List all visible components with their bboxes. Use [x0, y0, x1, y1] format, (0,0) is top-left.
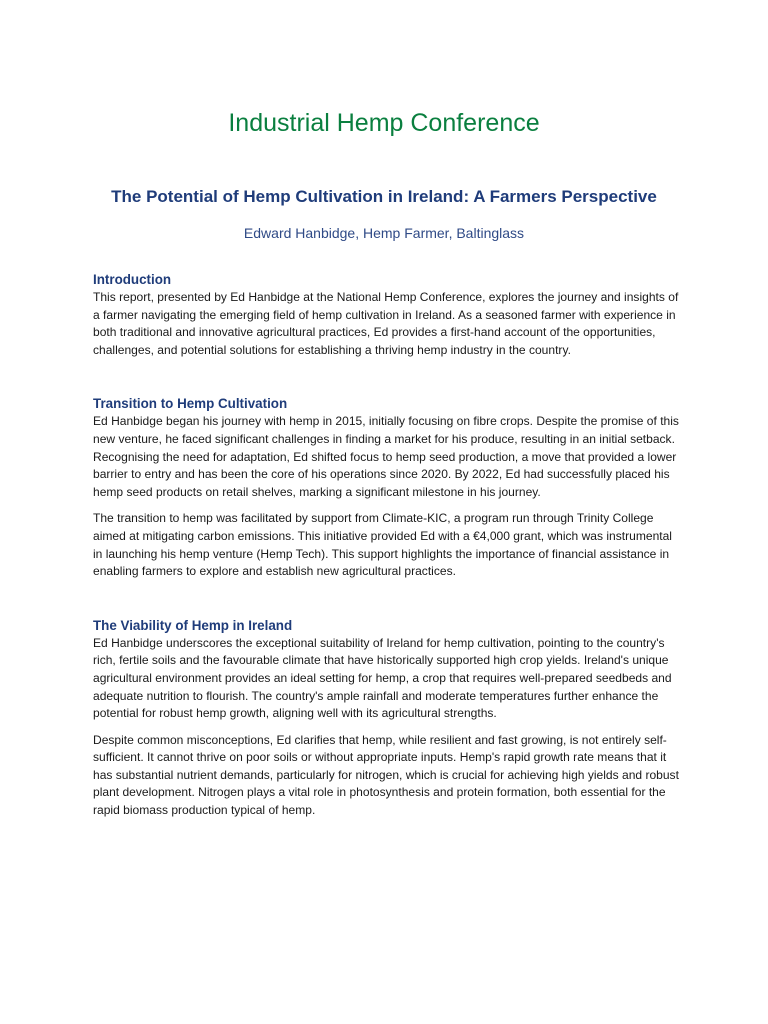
section-viability	[93, 617, 683, 820]
document-body	[93, 271, 683, 820]
section-transition	[93, 395, 683, 580]
paragraph: This report, presented by Ed Hanbidge at the National Hemp Conference, explores the journey and insights of a farmer navigating the emerging field of hemp cultivation in Ireland. As a seasoned farmer with experience in both traditional and innovative agricultural practices, Ed provides a first-hand account of the opportunities, challenges, and potential solutions for establishing a thriving hemp industry in the country.	[93, 290, 679, 357]
paragraph: The transition to hemp was facilitated by support from Climate-KIC, a program run through Trinity College aimed at mitigating carbon emissions. This initiative provided Ed with a €4,000 grant, which was instrumental in launching his hemp venture (Hemp Tech). This support highlights the importance of financial assistance in enabling farmers to explore and establish new agricultural practices.	[93, 511, 672, 579]
section-introduction	[93, 271, 683, 359]
author-line: Edward Hanbidge, Hemp Farmer, Baltinglass	[243, 225, 525, 241]
document-title: Industrial Hemp Conference	[228, 108, 540, 137]
document-subtitle: The Potential of Hemp Cultivation in Ireland: A Farmers Perspective	[111, 187, 657, 207]
paragraph: Ed Hanbidge began his journey with hemp in 2015, initially focusing on fibre crops. Despite the promise of this new venture, he faced significant challenges in finding a market for his produce, resulting in an initial setback. Recognising the need for adaptation, Ed shifted focus to hemp seed production, a move that provided a lower barrier to entry and has been the core of his operations since 2020. By 2022, Ed had successfully placed his hemp seed products on retail shelves, marking a significant milestone in his journey.	[93, 414, 679, 499]
section-heading: Transition to Hemp Cultivation	[93, 396, 288, 412]
section-heading: The Viability of Hemp in Ireland	[93, 617, 293, 633]
paragraph: Ed Hanbidge underscores the exceptional suitability of Ireland for hemp cultivation, pointing to the country's rich, fertile soils and the favourable climate that have historically supported high crop yields. Ireland's unique agricultural environment provides an ideal setting for hemp, a crop that requires well-prepared seedbeds and adequate nutrition to flourish. The country's ample rainfall and moderate temperatures further enhance the potential for robust hemp growth, aligning well with its agricultural strengths.	[93, 635, 672, 721]
section-heading: Introduction	[93, 272, 172, 287]
paragraph: Despite common misconceptions, Ed clarifies that hemp, while resilient and fast growing, is not entirely self-sufficient. It cannot thrive on poor soils or without appropriate inputs. Hemp's rapid growth rate means that it has substantial nutrient demands, particularly for nitrogen, which is crucial for achieving high yields and robust plant development. Nitrogen plays a vital role in photosynthesis and protein formation, both essential for the rapid biomass production typical of hemp.	[93, 732, 679, 818]
